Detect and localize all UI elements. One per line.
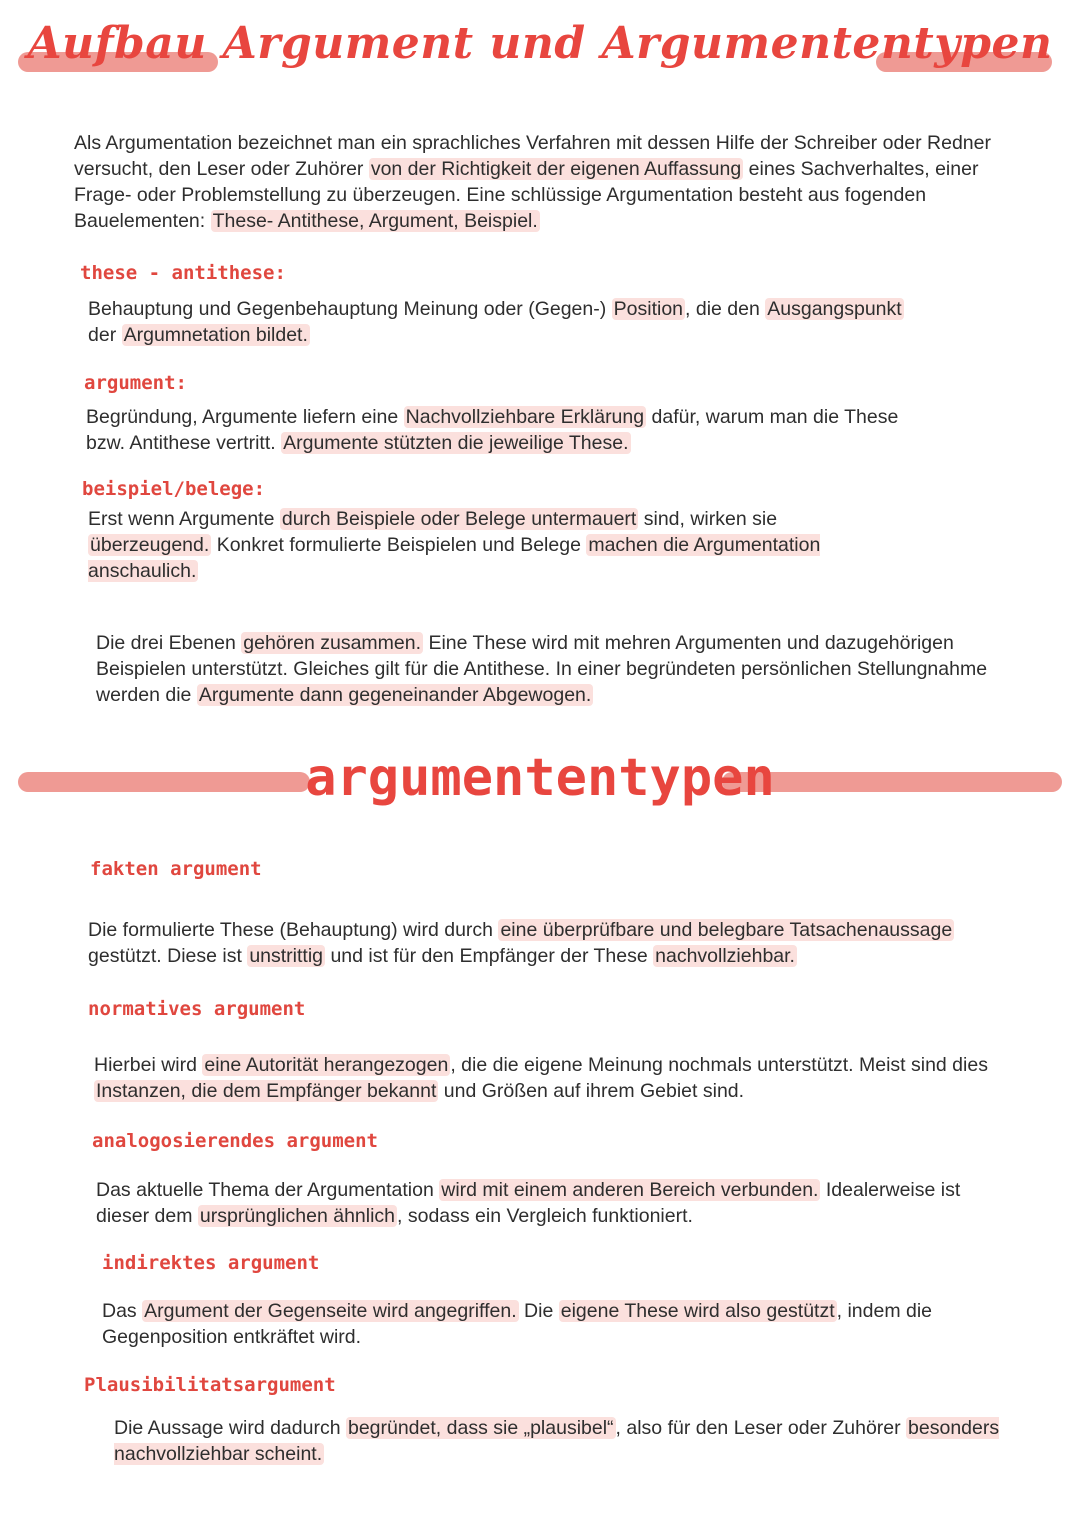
these-highlight-3: Argumnetation bildet.: [123, 324, 308, 346]
normativ-paragraph: [94, 1052, 1024, 1104]
ebenen-text-2: Eine These wird mit mehren Argumenten und dazugehörigen Beispielen unterstützt. Gleiches gilt für die Antithese. In einer begründeten persönlichen Stellungnahme werden die: [96, 632, 988, 706]
normativ-heading: normatives argument: [88, 998, 306, 1020]
beispiel-heading: beispiel/belege:: [82, 478, 266, 500]
ebenen-highlight-2: Argumente dann gegeneinander Abgewogen.: [198, 684, 592, 706]
argument-heading: argument:: [84, 372, 187, 394]
analog-highlight-1: wird mit einem anderen Bereich verbunden.: [441, 1179, 819, 1201]
beispiel-highlight-1: durch Beispiele oder Belege untermauert: [281, 508, 637, 530]
fakten-highlight-3: nachvollziehbar.: [655, 945, 795, 967]
fakten-text-2: gestützt. Diese ist: [88, 945, 248, 967]
beispiel-text-3: Konkret formulierte Beispielen und Belege: [211, 534, 587, 556]
analog-text-3: , sodass ein Vergleich funktioniert.: [397, 1205, 693, 1227]
intro-highlight-1: von der Richtigkeit der eigenen Auffassung: [370, 158, 742, 180]
analog-text-1: Das aktuelle Thema der Argumentation: [96, 1179, 440, 1201]
analog-text-2: Idealerweise ist dieser dem: [96, 1179, 961, 1227]
plaus-heading: Plausibilitatsargument: [84, 1374, 336, 1396]
ebenen-text-1: Die drei Ebenen: [96, 632, 242, 654]
plaus-highlight-1: begründet, dass sie „plausibel“: [347, 1417, 614, 1439]
beispiel-paragraph: [88, 506, 848, 584]
these-highlight-1: Position: [613, 298, 684, 320]
plaus-text-2: , also für den Leser oder Zuhörer: [615, 1417, 907, 1439]
argument-text-1: Begründung, Argumente liefern eine: [86, 406, 404, 428]
intro-text-2: eines Sachverhaltes, einer Frage- oder Problemstellung zu überzeugen. Eine schlüssige Argumentation besteht aus fogenden Bauelementen:: [74, 158, 979, 232]
beispiel-text-1: Erst wenn Argumente: [88, 508, 280, 530]
fakten-heading: fakten argument: [90, 858, 262, 880]
plaus-text-1: Die Aussage wird dadurch: [114, 1417, 346, 1439]
analog-highlight-2: ursprünglichen ähnlich: [199, 1205, 396, 1227]
plaus-paragraph: [114, 1415, 1054, 1467]
indirekt-highlight-2: eigene These wird also gestützt: [560, 1300, 835, 1322]
fakten-paragraph: [88, 917, 1018, 969]
these-text-2: , die den: [685, 298, 766, 320]
these-heading: these - antithese:: [80, 262, 286, 284]
fakten-text-3: und ist für den Empfänger der These: [325, 945, 654, 967]
these-text-3: der: [88, 324, 122, 346]
intro-paragraph: [74, 130, 1034, 234]
argument-highlight-1: Nachvollziehbare Erklärung: [405, 406, 645, 428]
argument-highlight-2: Argumente stützten die jeweilige These.: [283, 432, 629, 454]
indirekt-highlight-1: Argument der Gegenseite wird angegriffen.: [144, 1300, 517, 1322]
beispiel-highlight-2: überzeugend.: [90, 534, 210, 556]
indirekt-text-3: , indem die Gegenposition entkräftet wird.: [102, 1300, 933, 1348]
ebenen-highlight-1: gehören zusammen.: [243, 632, 422, 654]
page-title: Aufbau Argument und Argumententypen: [27, 18, 1053, 69]
indirekt-text-2: Die: [518, 1300, 559, 1322]
intro-highlight-2: These- Antithese, Argument, Beispiel.: [212, 210, 538, 232]
analog-heading: analogosierendes argument: [92, 1130, 378, 1152]
analog-paragraph: [96, 1177, 1016, 1229]
fakten-highlight-1: eine überprüfbare und belegbare Tatsachenaussage: [500, 919, 953, 941]
ebenen-paragraph: [96, 630, 1016, 708]
normativ-text-3: und Größen auf ihrem Gebiet sind.: [438, 1080, 745, 1102]
argument-paragraph: [86, 404, 936, 456]
fakten-text-1: Die formulierte These (Behauptung) wird durch: [88, 919, 499, 941]
these-paragraph: [88, 296, 918, 348]
beispiel-text-2: sind, wirken sie: [638, 508, 778, 530]
normativ-highlight-2: Instanzen, die dem Empfänger bekannt: [96, 1080, 437, 1102]
beispiel-highlight-3: machen die Argumentation anschaulich.: [88, 534, 821, 582]
argument-text-2: dafür, warum man die These bzw. Antithese vertritt.: [86, 406, 899, 454]
plaus-highlight-2: besonders nachvollziehbar scheint.: [114, 1417, 1000, 1465]
fakten-highlight-2: unstrittig: [249, 945, 324, 967]
indirekt-text-1: Das: [102, 1300, 143, 1322]
these-highlight-2: Ausgangspunkt: [767, 298, 902, 320]
intro-text-1: Als Argumentation bezeichnet man ein sprachliches Verfahren mit dessen Hilfe der Schreiber oder Redner versucht, den Leser oder Zuhörer: [74, 132, 991, 180]
these-text-1: Behauptung und Gegenbehauptung Meinung oder (Gegen-): [88, 298, 612, 320]
indirekt-heading: indirektes argument: [102, 1252, 320, 1274]
normativ-highlight-1: eine Autorität herangezogen: [204, 1054, 449, 1076]
normativ-text-2: , die die eigene Meinung nochmals unterstützt. Meist sind dies: [450, 1054, 988, 1076]
normativ-text-1: Hierbei wird: [94, 1054, 203, 1076]
section-title: argumententypen: [305, 748, 775, 808]
indirekt-paragraph: [102, 1298, 1002, 1350]
